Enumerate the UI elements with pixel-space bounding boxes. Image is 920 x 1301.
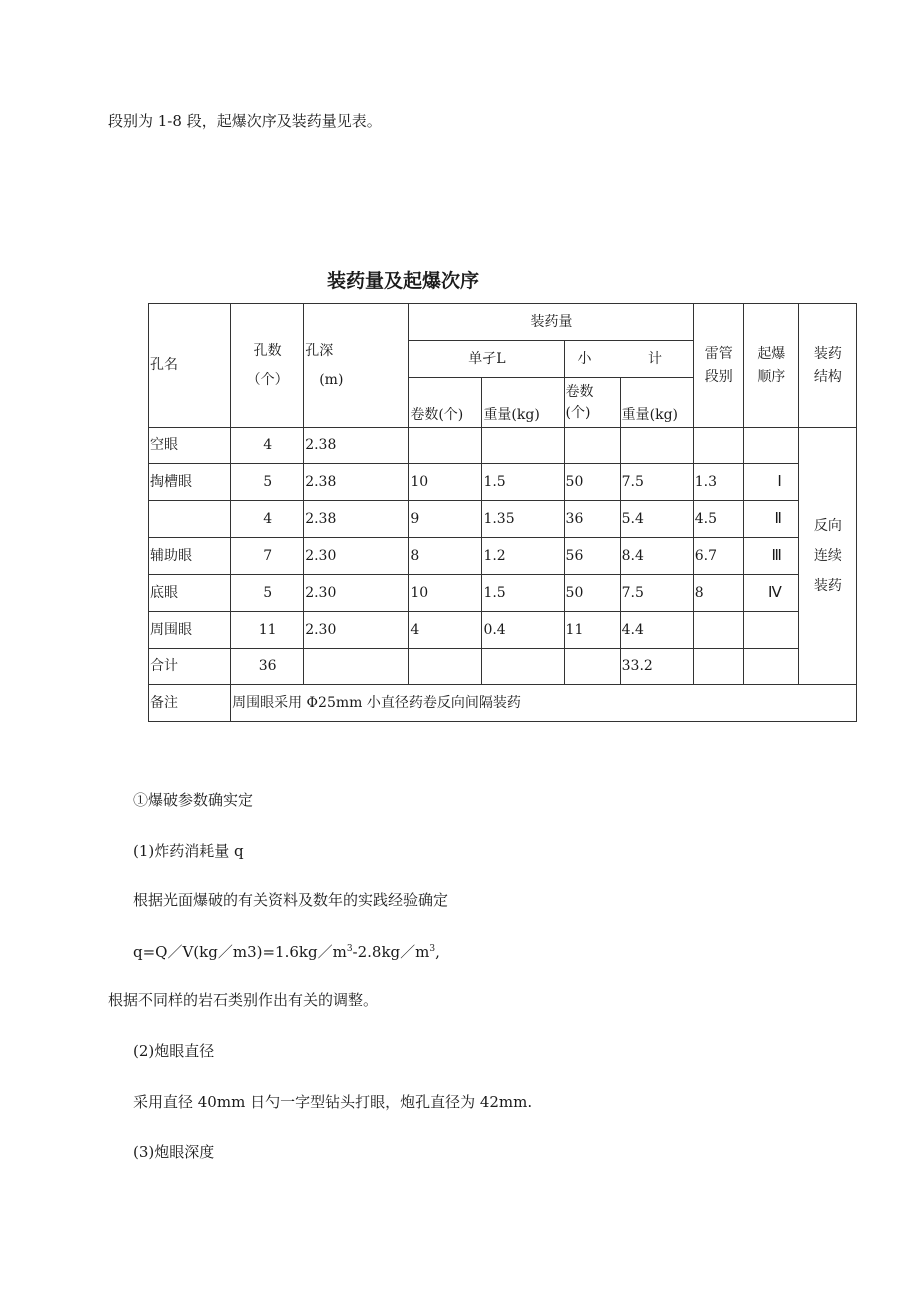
table-row	[149, 612, 857, 649]
row-count: 11	[231, 612, 304, 649]
table-row-total	[149, 649, 857, 685]
row-sequence: Ⅰ	[743, 464, 798, 501]
row-sub-rolls: 36	[564, 501, 620, 538]
header-structure-line1: 装药	[813, 346, 842, 363]
row-name: 底眼	[149, 575, 231, 612]
remark-label: 备注	[149, 685, 231, 722]
row-depth: 2.38	[304, 428, 409, 464]
row-count: 5	[231, 464, 304, 501]
row-name: 辅助眼	[149, 538, 231, 575]
row-sub-rolls	[564, 649, 620, 685]
row-depth: 2.30	[304, 575, 409, 612]
row-weight: 1.2	[482, 538, 564, 575]
row-sub-rolls: 50	[564, 575, 620, 612]
header-rolls2-line1: 卷数	[565, 384, 594, 401]
row-name: 空眼	[149, 428, 231, 464]
header-sequence-line1: 起爆	[757, 346, 786, 363]
row-sub-weight: 7.5	[620, 575, 693, 612]
row-weight	[482, 649, 564, 685]
table-row	[149, 464, 857, 501]
header-hole-name: 孔名	[149, 304, 231, 428]
header-hole-depth-line1: 孔深	[305, 343, 334, 360]
row-detonator: 1.3	[693, 464, 743, 501]
row-detonator: 4.5	[693, 501, 743, 538]
remark-text: 周围眼采用 Φ25mm 小直径药卷反向间隔装药	[231, 685, 857, 722]
row-sequence: Ⅱ	[743, 501, 798, 538]
row-detonator: 6.7	[693, 538, 743, 575]
header-subtotal-a: 小	[577, 350, 592, 367]
header-subtotal	[564, 341, 693, 378]
row-count: 4	[231, 428, 304, 464]
paragraph-6: (2)炮眼直径	[133, 1042, 215, 1060]
header-structure-line2: 结构	[813, 368, 842, 385]
paragraph-5: 根据不同样的岩石类别作出有关的调整。	[108, 991, 379, 1009]
table-row	[149, 501, 857, 538]
header-structure	[798, 304, 856, 428]
row-sequence: Ⅲ	[743, 538, 798, 575]
row-sub-weight: 7.5	[620, 464, 693, 501]
row-count: 36	[231, 649, 304, 685]
row-rolls: 8	[409, 538, 482, 575]
remark-row	[149, 685, 857, 722]
header-detonator	[693, 304, 743, 428]
header-rolls2-line2: (个)	[565, 404, 591, 421]
structure-line1: 反向	[813, 517, 842, 534]
formula	[133, 941, 440, 962]
row-rolls	[409, 649, 482, 685]
row-depth: 2.38	[304, 501, 409, 538]
row-rolls: 4	[409, 612, 482, 649]
row-sequence: Ⅳ	[743, 575, 798, 612]
header-subtotal-b: 计	[648, 350, 662, 367]
row-depth: 2.38	[304, 464, 409, 501]
row-rolls	[409, 428, 482, 464]
header-hole-count-line1: 孔数	[253, 343, 282, 360]
row-count: 4	[231, 501, 304, 538]
charge-table	[148, 303, 857, 722]
row-name: 掏槽眼	[149, 464, 231, 501]
row-count: 5	[231, 575, 304, 612]
structure-line3: 装药	[813, 578, 842, 595]
table-row	[149, 428, 857, 464]
row-sub-weight: 8.4	[620, 538, 693, 575]
header-hole-depth-line2: (m)	[319, 371, 344, 388]
row-rolls: 10	[409, 575, 482, 612]
paragraph-2: (1)炸药消耗量 q	[133, 842, 244, 860]
row-detonator	[693, 649, 743, 685]
row-sub-rolls: 56	[564, 538, 620, 575]
table-row	[149, 538, 857, 575]
row-weight: 1.35	[482, 501, 564, 538]
charge-structure	[798, 428, 856, 685]
formula-end: ,	[435, 943, 440, 961]
row-name: 合计	[149, 649, 231, 685]
header-charge: 装药量	[409, 304, 693, 341]
paragraph-7: 采用直径 40mm 日勺一字型钻头打眼，炮孔直径为 42mm.	[133, 1093, 533, 1111]
row-weight: 0.4	[482, 612, 564, 649]
header-hole-count-line2: （个）	[246, 371, 289, 388]
row-name	[149, 501, 231, 538]
header-weight: 重量(kg)	[482, 378, 564, 428]
header-detonator-line2: 段别	[704, 368, 733, 385]
row-name: 周围眼	[149, 612, 231, 649]
row-sub-rolls	[564, 428, 620, 464]
row-depth	[304, 649, 409, 685]
row-detonator	[693, 612, 743, 649]
paragraph-8: (3)炮眼深度	[133, 1143, 215, 1161]
row-sub-rolls: 11	[564, 612, 620, 649]
header-weight2: 重量(kg)	[620, 378, 693, 428]
header-detonator-line1: 雷管	[704, 346, 733, 363]
row-weight	[482, 428, 564, 464]
row-sequence	[743, 428, 798, 464]
formula-mid: -2.8kg／m	[352, 943, 430, 961]
table-title: 装药量及起爆次序	[327, 270, 480, 292]
row-sequence	[743, 649, 798, 685]
formula-sup1: 3	[346, 944, 353, 954]
row-sub-weight	[620, 428, 693, 464]
row-detonator	[693, 428, 743, 464]
header-sequence-line2: 顺序	[757, 368, 786, 385]
row-sub-weight: 4.4	[620, 612, 693, 649]
intro-text: 段别为 1-8 段，起爆次序及装药量见表。	[108, 112, 382, 130]
row-sub-weight: 5.4	[620, 501, 693, 538]
formula-main: q=Q／V(kg／m3)=1.6kg／m	[133, 943, 347, 961]
row-sub-rolls: 50	[564, 464, 620, 501]
table-row	[149, 575, 857, 612]
row-sequence	[743, 612, 798, 649]
header-rolls: 卷数(个)	[409, 378, 482, 428]
paragraph-1: ①爆破参数确实定	[133, 791, 254, 809]
row-depth: 2.30	[304, 538, 409, 575]
row-rolls: 9	[409, 501, 482, 538]
row-weight: 1.5	[482, 575, 564, 612]
header-single: 单孑L	[409, 341, 564, 378]
header-hole-depth	[304, 304, 409, 428]
row-count: 7	[231, 538, 304, 575]
structure-line2: 连续	[813, 547, 842, 564]
header-rolls2	[564, 378, 620, 428]
paragraph-3: 根据光面爆破的有关资料及数年的实践经验确定	[133, 891, 449, 909]
row-weight: 1.5	[482, 464, 564, 501]
row-depth: 2.30	[304, 612, 409, 649]
row-detonator: 8	[693, 575, 743, 612]
header-sequence	[743, 304, 798, 428]
row-sub-weight: 33.2	[620, 649, 693, 685]
formula-sup2: 3	[429, 944, 436, 954]
header-hole-count	[231, 304, 304, 428]
row-rolls: 10	[409, 464, 482, 501]
